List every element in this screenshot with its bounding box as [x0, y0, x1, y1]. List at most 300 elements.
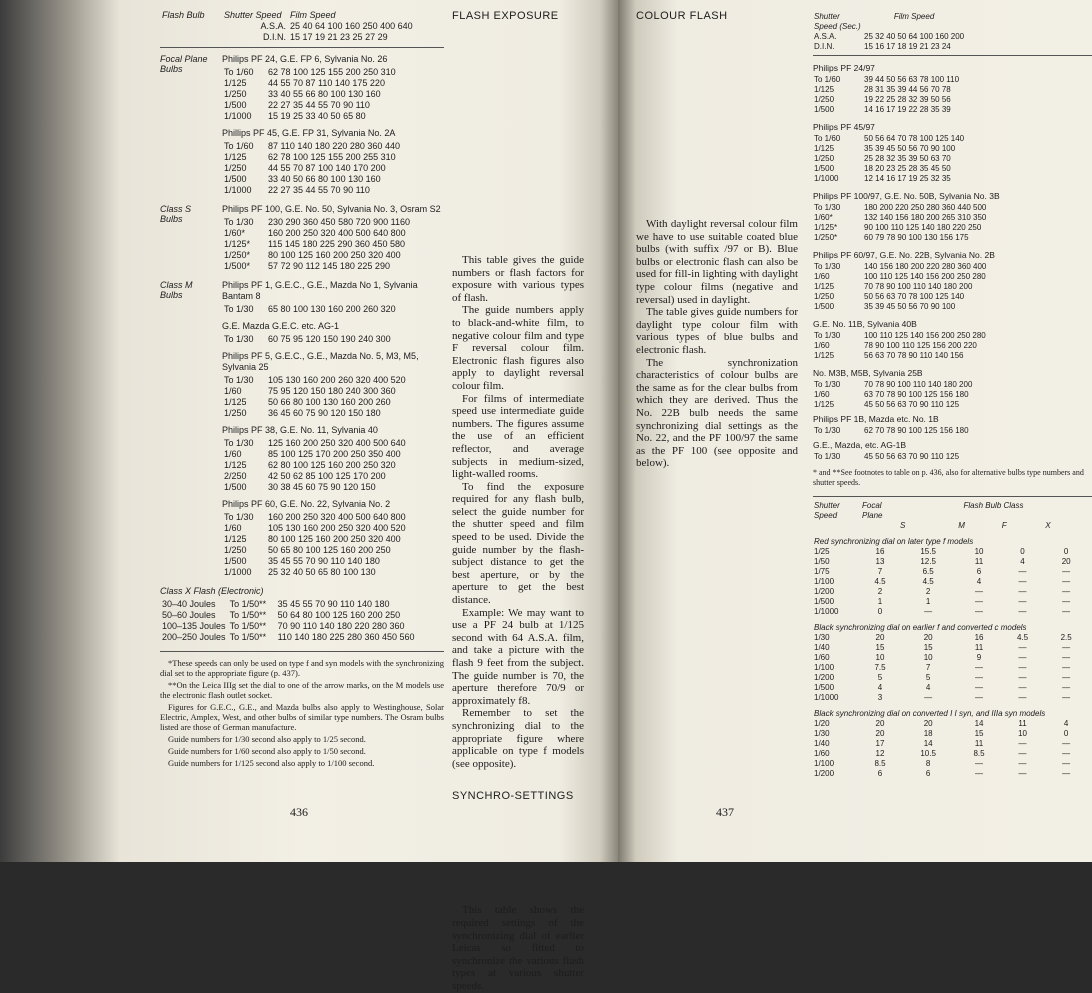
synchro-cell: — [1062, 597, 1071, 606]
bulb-class-group [160, 54, 444, 196]
table-row [813, 769, 1088, 779]
bulb-class-group [160, 204, 444, 272]
shutter-speed-cell: To 1/50** [229, 599, 267, 609]
shutter-speed-cell: 1/250 [814, 154, 835, 163]
left-text-column [452, 10, 584, 993]
col-film-speed-right: Film Speed [893, 12, 935, 21]
guide-numbers-cell: 90 100 110 125 140 180 220 250 [864, 223, 982, 232]
table-row [813, 547, 1088, 557]
table-row [813, 174, 965, 184]
shutter-speed-cell: 1/60 [224, 449, 242, 459]
shutter-speed-cell: 1/125 [814, 85, 835, 94]
synchro-cell: 18 [923, 729, 933, 738]
guide-numbers-cell: 28 31 35 39 44 56 70 78 [864, 85, 951, 94]
table-row [222, 100, 398, 111]
bulb-section-table [222, 512, 408, 578]
shutter-speed-cell: To 1/30 [814, 331, 841, 340]
synchro-cell: 4 [1020, 557, 1025, 566]
synchro-cell: 11 [1018, 719, 1027, 728]
guide-numbers-cell: 110 140 180 225 280 360 450 560 [277, 632, 415, 642]
right-header-rule [813, 55, 1092, 56]
synchro-cell: — [1018, 683, 1027, 692]
synchro-cell: 20 [875, 633, 885, 642]
shutter-speed-cell: 1/500 [224, 556, 247, 566]
guide-numbers-cell: 63 70 78 90 100 125 156 180 [864, 390, 969, 399]
synchro-cell: 3 [877, 693, 883, 702]
guide-numbers-cell: 125 160 200 250 320 400 500 640 [268, 438, 406, 448]
synchro-cell: 7 [925, 663, 931, 672]
table-row [160, 599, 417, 610]
synchro-cell: 5 [877, 673, 883, 682]
table-row [222, 375, 408, 386]
synchro-cell: — [1062, 607, 1071, 616]
table-row [222, 111, 398, 122]
table-row [813, 587, 1088, 597]
synchro-cell: — [1018, 607, 1027, 616]
footnote: Figures for G.E.C., G.E., and Mazda bulbs also apply to Westinghouse, Solar Electric, Amplex, West, and other bulbs of similar type numbers. The Osram bulbs listed are those of German manufacture. [160, 702, 444, 732]
guide-numbers-cell: 60 75 95 120 150 190 240 300 [268, 334, 391, 344]
body-paragraph: The guide numbers apply to black-and-white film, to negative colour film and type F reversal colour film. Electronic flash figures also apply to daylight reversal colour film. [452, 304, 584, 392]
synchro-cell: — [1062, 577, 1071, 586]
shutter-speed-cell: To 1/50** [229, 610, 267, 620]
guide-numbers-cell: 62 80 100 125 160 200 250 320 [268, 460, 396, 470]
shutter-speed-cell: To 1/60 [814, 134, 841, 143]
guide-numbers-cell: 75 95 120 150 180 240 300 360 [268, 386, 396, 396]
shutter-speed-cell: 1/250 [224, 89, 247, 99]
table-row [813, 341, 987, 351]
table-row [222, 217, 412, 228]
shutter-speed-cell: To 1/30 [814, 380, 841, 389]
body-paragraph: To find the exposure required for any flash bulb, select the guide number for the shutter speed and film speed to be used. Divide the guide number by the flash-subject distance to get the best aperture, or by the aperture to get the best distance. [452, 480, 584, 607]
table-row [813, 233, 987, 243]
synchro-cell: 14 [923, 739, 933, 748]
synchro-group-row [813, 703, 1088, 719]
colour-bulb-title: Philips PF 60/97, G.E. No. 22B, Sylvania No. 2B [813, 250, 995, 260]
shutter-speed-cell: To 1/60 [224, 141, 254, 151]
synchro-text [452, 904, 584, 992]
shutter-speed-cell: 1/125 [224, 78, 247, 88]
synchro-cell: 10 [875, 653, 885, 662]
synchro-cell: — [1062, 643, 1071, 652]
table-row [222, 449, 408, 460]
bulb-section-title: G.E. Mazda G.E.C. etc. AG-1 [222, 321, 340, 331]
shutter-speed-cell: To 1/30 [224, 304, 254, 314]
bulb-section-table [222, 217, 412, 272]
shutter-speed-cell: 1/60* [814, 213, 833, 222]
guide-numbers-cell: 18 20 23 25 28 35 45 50 [864, 164, 951, 173]
synchro-cell: — [1062, 663, 1071, 672]
synchro-cell: 8 [925, 759, 931, 768]
bulb-section-table [222, 334, 393, 345]
bulb-section-title: Philips PF 38, G.E. No. 11, Sylvania 40 [222, 425, 378, 435]
synchro-cell: 2 [925, 587, 931, 596]
table-row [222, 471, 408, 482]
asa-values: 25 40 64 100 160 250 400 640 [290, 21, 413, 31]
guide-numbers-cell: 35 45 55 70 90 110 140 180 [277, 599, 390, 609]
table-row [813, 223, 987, 233]
synchro-cell: 4 [1063, 719, 1069, 728]
guide-numbers-cell: 132 140 156 180 200 265 310 350 [864, 213, 987, 222]
synchro-cell: 1/200 [814, 587, 835, 596]
synchro-cell: 1/500 [814, 597, 835, 606]
colour-bulb-title: Philips PF 45/97 [813, 122, 875, 132]
table-row [813, 739, 1088, 749]
table-row [813, 144, 965, 154]
synchro-cell: 15 [923, 643, 933, 652]
synchro-cell: — [1018, 673, 1027, 682]
shutter-speed-cell: 1/500 [224, 482, 247, 492]
shutter-speed-cell: 1/500* [224, 261, 251, 271]
shutter-speed-cell: 1/60 [224, 386, 242, 396]
col-shutter-sec: Shutter Speed (Sec.) [814, 12, 861, 31]
table-row [222, 250, 412, 261]
synchro-rule [813, 496, 1092, 497]
table-row [222, 163, 402, 174]
guide-numbers-cell: 230 290 360 450 580 720 900 1160 [268, 217, 410, 227]
body-paragraph: This table gives the guide numbers or flash factors for exposure with various types of flash. [452, 254, 584, 304]
table-row [813, 577, 1088, 587]
col-shutter-speed: Shutter Speed [224, 10, 282, 20]
left-table-header [160, 10, 444, 43]
guide-numbers-cell: 80 100 125 160 200 250 320 400 [268, 534, 401, 544]
synchro-cell: 6 [976, 567, 982, 576]
guide-numbers-cell: 160 200 250 320 400 500 640 800 [268, 228, 406, 238]
synchro-col-x: X [1045, 521, 1051, 530]
table-row [222, 185, 402, 196]
shutter-speed-cell: 1/60 [814, 272, 830, 281]
synchro-group-title: Black synchronizing dial on earlier f and converted c models [814, 623, 1027, 632]
table-row [222, 386, 408, 397]
colour-bulb-title: Philips PF 100/97, G.E. No. 50B, Sylvania No. 3B [813, 191, 1000, 201]
header-rule [160, 47, 444, 48]
synchro-cell: 0 [1020, 547, 1025, 556]
guide-numbers-cell: 80 100 125 160 200 250 320 400 [268, 250, 401, 260]
colour-bulb-title: No. M3B, M5B, Sylvania 25B [813, 368, 923, 378]
right-page [618, 0, 1092, 862]
table-row [813, 213, 987, 223]
synchro-cell: — [1018, 739, 1027, 748]
shutter-speed-cell: 1/60 [224, 523, 242, 533]
shutter-speed-cell: 1/1000 [224, 567, 252, 577]
joules-cell: 200–250 Joules [162, 632, 226, 642]
table-row [222, 408, 408, 419]
synchro-cell: — [1062, 769, 1071, 778]
synchro-cell: — [1018, 769, 1027, 778]
synchro-cell: 1/100 [814, 759, 835, 768]
synchro-cell: 20 [875, 719, 885, 728]
table-row [813, 719, 1088, 729]
table-row [813, 164, 965, 174]
shutter-speed-cell: 1/125 [814, 282, 835, 291]
synchro-cell: 4 [976, 577, 982, 586]
page-number-436: 436 [290, 805, 308, 819]
shutter-speed-cell: 1/500 [814, 164, 835, 173]
synchro-cell: 8.5 [973, 749, 985, 758]
joules-cell: 100–135 Joules [162, 621, 226, 631]
synchro-cell: 1/100 [814, 577, 835, 586]
synchro-cell: 10 [923, 653, 933, 662]
guide-numbers-cell: 33 40 50 66 80 100 130 160 [268, 174, 381, 184]
guide-numbers-cell: 22 27 35 44 55 70 90 110 [268, 100, 370, 110]
din-label-right: D.I.N. [814, 42, 835, 51]
shutter-speed-cell: 1/60* [224, 228, 246, 238]
guide-numbers-cell: 65 80 100 130 160 200 260 320 [268, 304, 396, 314]
guide-numbers-cell: 45 50 56 63 70 90 110 125 [864, 400, 960, 409]
synchro-cell: 4 [925, 683, 931, 692]
synchro-cell: — [1062, 759, 1071, 768]
table-row [222, 556, 408, 567]
colour-bulb-table [813, 203, 987, 243]
guide-numbers-cell: 57 72 90 112 145 180 225 290 [268, 261, 390, 271]
guide-numbers-cell: 15 19 25 33 40 50 65 80 [268, 111, 366, 121]
body-paragraph: The table gives guide numbers for daylight type colour film with various types of blue bulbs and electronic flash. [636, 306, 798, 356]
bulb-class-sections [222, 204, 444, 272]
bulb-section-title: Philips PF 24, G.E. FP 6, Sylvania No. 26 [222, 54, 388, 64]
synchro-cell: — [1018, 587, 1027, 596]
synchro-cell: — [1062, 739, 1071, 748]
footnote: Guide numbers for 1/125 second also apply to 1/100 second. [168, 758, 375, 768]
synchro-cell: 1/200 [814, 673, 835, 682]
flash-exposure-text [452, 254, 584, 770]
shutter-speed-cell: 1/250 [814, 95, 835, 104]
table-row [160, 621, 417, 632]
bulb-class-sections [222, 280, 444, 578]
colour-bulb-title: G.E. No. 11B, Sylvania 40B [813, 319, 917, 329]
synchro-cell: 4 [877, 683, 883, 692]
table-row [222, 512, 408, 523]
synchro-cell: 0 [1063, 547, 1069, 556]
table-row [222, 534, 408, 545]
table-row [222, 523, 408, 534]
synchro-cell: 6 [877, 769, 883, 778]
guide-numbers-cell: 30 38 45 60 75 90 120 150 [268, 482, 376, 492]
footnote: *These speeds can only be used on type f and syn models with the synchronizing dial set to the appropriate figure (p. 437). [160, 658, 444, 678]
guide-numbers-cell: 115 145 180 225 290 360 450 580 [268, 239, 405, 249]
synchro-cell: 1/40 [814, 643, 830, 652]
synchro-group-title: Red synchronizing dial on later type f models [814, 537, 974, 546]
synchro-cell: 0 [1063, 729, 1069, 738]
table-row [813, 282, 987, 292]
bulb-section-title: Philips PF 60, G.E. No. 22, Sylvania No. 2 [222, 499, 391, 509]
guide-numbers-cell: 50 56 64 70 78 100 125 140 [864, 134, 965, 143]
guide-numbers-cell: 100 110 125 140 156 200 250 280 [864, 272, 986, 281]
table-row [222, 304, 398, 315]
asa-values-right: 25 32 40 50 64 100 160 200 [864, 32, 965, 41]
table-row [813, 557, 1088, 567]
synchro-cell: 10 [974, 547, 984, 556]
table-row [813, 567, 1088, 577]
synchro-cell: 1/200 [814, 769, 835, 778]
shutter-speed-cell: To 1/30 [224, 375, 254, 385]
guide-numbers-cell: 36 45 60 75 90 120 150 180 [268, 408, 381, 418]
table-row [222, 482, 408, 493]
synchro-cell: 1 [925, 597, 931, 606]
colour-bulb-table [813, 426, 970, 436]
synchro-cell: — [1018, 749, 1027, 758]
table-row [813, 331, 987, 341]
table-row [222, 334, 393, 345]
table-row [813, 400, 973, 410]
table-row [813, 134, 965, 144]
synchro-cell: 1/25 [814, 547, 830, 556]
synchro-cell: 15.5 [920, 547, 936, 556]
colour-bulb-title: G.E., Mazda, etc. AG-1B [813, 440, 907, 450]
table-row [813, 351, 987, 361]
guide-numbers-cell: 105 130 160 200 260 320 400 520 [268, 375, 406, 385]
synchro-cell: 10 [1018, 729, 1027, 738]
shutter-speed-cell: 1/1000 [814, 174, 839, 183]
table-row [813, 380, 973, 390]
synchro-cell: — [975, 759, 984, 768]
synchro-cell: — [975, 587, 984, 596]
synchro-cell: — [1018, 643, 1027, 652]
synchro-table [813, 501, 1088, 779]
guide-numbers-cell: 50 64 80 100 125 160 200 250 [277, 610, 401, 620]
table-row [160, 632, 417, 643]
joules-cell: 50–60 Joules [162, 610, 216, 620]
table-row [813, 729, 1088, 739]
colour-bulb-table [813, 452, 960, 462]
guide-numbers-cell: 35 45 55 70 90 110 140 180 [268, 556, 380, 566]
synchro-cell: 1/100 [814, 663, 835, 672]
shutter-speed-cell: 1/60 [814, 341, 830, 350]
synchro-cell: 9 [976, 653, 982, 662]
guide-numbers-cell: 42 50 62 85 100 125 170 200 [268, 471, 386, 481]
din-values: 15 17 19 21 23 25 27 29 [290, 32, 388, 42]
table-row [813, 203, 987, 213]
guide-numbers-cell: 78 90 100 110 125 156 200 220 [864, 341, 977, 350]
flash-exposure-table [160, 10, 444, 819]
synchro-group-row [813, 617, 1088, 633]
synchro-cell: — [1062, 673, 1071, 682]
synchro-cell: 7 [877, 567, 883, 576]
synchro-cell: 6.5 [922, 567, 934, 576]
guide-numbers-cell: 70 78 90 100 110 140 180 200 [864, 282, 973, 291]
shutter-speed-cell: 1/1000 [224, 185, 252, 195]
synchro-cell: — [1018, 653, 1027, 662]
shutter-speed-cell: 1/125* [814, 223, 838, 232]
footnote: Guide numbers for 1/60 second also apply to 1/50 second. [168, 746, 366, 756]
synchro-cell: — [924, 693, 933, 702]
shutter-speed-cell: 1/250 [814, 292, 835, 301]
shutter-speed-cell: 1/500 [224, 174, 247, 184]
table-row [813, 426, 970, 436]
page-number-437: 437 [716, 805, 734, 819]
guide-numbers-cell: 50 65 80 100 125 160 200 250 [268, 545, 391, 555]
col-flash-bulb: Flash Bulb [162, 10, 205, 20]
body-paragraph: Example: We may want to use a PF 24 bulb at 1/125 second with 64 A.S.A. film, and take a picture with the flash 9 feet from the subject. The guide number is 70, the aperture therefore 70/9 or approximately f8. [452, 606, 584, 707]
shutter-speed-cell: 1/1000 [224, 111, 252, 121]
table-row [813, 302, 987, 312]
colour-bulb-table [813, 134, 965, 184]
table-row [813, 292, 987, 302]
synchro-cell: 11 [974, 557, 984, 566]
synchro-cell: 2.5 [1060, 633, 1072, 642]
table-row [222, 89, 398, 100]
synchro-cell: 0 [877, 607, 883, 616]
synchro-cell: 17 [875, 739, 885, 748]
synchro-cell: 1/1000 [814, 693, 839, 702]
table-row [813, 633, 1088, 643]
colour-flash-text [636, 218, 798, 470]
shutter-speed-cell: To 1/30 [814, 452, 841, 461]
right-footnote [813, 468, 1092, 488]
synchro-col-shutter: Shutter Speed [814, 501, 840, 520]
shutter-speed-cell: To 1/30 [224, 512, 254, 522]
table-row [813, 452, 960, 462]
asa-label: A.S.A. [260, 21, 286, 31]
guide-numbers-cell: 22 27 35 44 55 70 90 110 [268, 185, 370, 195]
guide-numbers-cell: 50 66 80 100 130 160 200 260 [268, 397, 391, 407]
bulb-section-table [222, 67, 398, 122]
guide-numbers-cell: 140 156 180 200 220 280 360 400 [864, 262, 987, 271]
synchro-cell: — [975, 663, 984, 672]
body-paragraph: For films of intermediate speed use intermediate guide numbers. The figures assume the use of an efficient reflector, and average subjects in medium-sized, light-walled rooms. [452, 392, 584, 481]
shutter-speed-cell: To 1/30 [814, 262, 841, 271]
bulb-section-title: Philips PF 1, G.E.C., G.E., Mazda No 1, Sylvania Bantam 8 [222, 280, 418, 301]
table-row [813, 105, 960, 115]
synchro-cell: 2 [877, 587, 883, 596]
synchro-cell: 5 [925, 673, 931, 682]
shutter-speed-cell: 1/500 [814, 302, 835, 311]
bulb-groups [160, 54, 444, 578]
synchro-cell: 15 [875, 643, 885, 652]
synchro-cell: 12 [875, 749, 885, 758]
synchro-cell: 11 [974, 643, 984, 652]
colour-bulb-sections [813, 63, 1092, 462]
body-paragraph: Remember to set the synchronizing dial to the appropriate figure where applicable on type f models (see opposite). [452, 707, 584, 770]
synchro-group-title: Black synchronizing dial on converted I I syn, and IIIa syn models [814, 709, 1046, 718]
table-row [813, 759, 1088, 769]
guide-numbers-cell: 50 56 63 70 78 100 125 140 [864, 292, 965, 301]
table-row [813, 390, 973, 400]
synchro-col-s: S [900, 521, 906, 530]
bulb-class-group [160, 280, 444, 578]
bulb-section-title: Philips PF 5, G.E.C., G.E., Mazda No. 5, M3, M5, Sylvania 25 [222, 351, 419, 372]
table-row [222, 67, 398, 78]
synchro-cell: 1/20 [814, 719, 830, 728]
shutter-speed-cell: 1/250* [224, 250, 251, 260]
table-row [222, 141, 402, 152]
synchro-col-group: Flash Bulb Class [963, 501, 1024, 510]
shutter-speed-cell: 1/125 [224, 397, 247, 407]
bulb-class-label: Class M Bulbs [160, 280, 193, 300]
table-row [813, 683, 1088, 693]
shutter-speed-cell: 1/250 [224, 163, 247, 173]
colour-flash-table [813, 12, 1092, 779]
synchro-cell: 20 [923, 633, 933, 642]
shutter-speed-cell: 1/125 [224, 460, 247, 470]
body-paragraph: The synchronization characteristics of colour bulbs are the same as for the clear bulbs from which they are derived. Thus the No. 22B bulb needs the same synchronizing dial settings as the No. 22, and the PF 100/97 the same as the PF 100 (see opposite and below). [636, 356, 798, 470]
colour-bulb-table [813, 262, 987, 312]
guide-numbers-cell: 87 110 140 180 220 280 360 440 [268, 141, 400, 151]
guide-numbers-cell: 160 200 250 320 400 500 640 800 [268, 512, 406, 522]
synchro-cell: 20 [923, 719, 933, 728]
synchro-group-row [813, 531, 1088, 547]
joules-cell: 30–40 Joules [162, 599, 216, 609]
synchro-cell: — [924, 607, 933, 616]
guide-numbers-cell: 39 44 50 56 63 78 100 110 [864, 75, 960, 84]
table-row [160, 610, 417, 621]
bulb-section-table [222, 141, 402, 196]
right-footnote-text: * and **See footnotes to table on p. 436, also for alternative bulbs type numbers and shutter speeds. [813, 468, 1084, 487]
guide-numbers-cell: 70 90 110 140 180 220 280 360 [277, 621, 405, 631]
shutter-speed-cell: 1/125 [814, 400, 835, 409]
table-row [813, 75, 960, 85]
colour-bulb-title: Philips PF 1B, Mazda etc. No. 1B [813, 414, 939, 424]
synchro-cell: 1/50 [814, 557, 830, 566]
synchro-cell: — [1062, 749, 1071, 758]
